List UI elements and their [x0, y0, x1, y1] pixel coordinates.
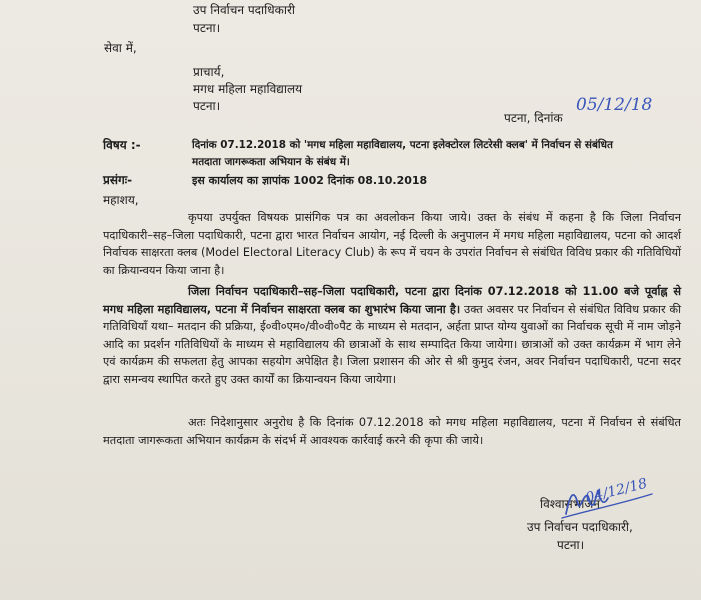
paragraph-2-bold: जिला निर्वाचन पदाधिकारी–सह–जिला पदाधिकारी, पटना द्वारा दिनांक 07.12.2018 को 11.00 बजे पूर्वाह्न से मगध महिला महाविद्यालय, पटना में निर्वाचन साक्षरता क्लब का शुभारंभ किया जाना है। — [103, 285, 681, 316]
recipient-place: पटना। — [193, 99, 221, 113]
subject-label: विषय :- — [103, 138, 141, 152]
subject-line-2: मतदाता जागरूकता अभियान के संबंध में। — [192, 156, 350, 168]
recipient-institution: मगध महिला महाविद्यालय — [193, 82, 303, 96]
paragraph-2-rest: उक्त अवसर पर निर्वाचन से संबंधित विविध प्रकार की गतिविधियाँ यथा– मतदान की प्रक्रिया, ई०वी०एम०/वी०वी०पैट के माध्यम से मतदान, अर्हता प्राप्त योग्य युवाओं का निर्वाचक सूची में नाम जोड़ने आदि का प्रदर्शन गतिविधियों के माध्यम से महाविद्यालय की छात्राओं के साथ सम्पादित किया जायेगा। छात्राओं को उक्त कार्यक्रम में भाग लेने एवं कार्यक्रम की सफलता हेतु आपका सहयोग अपेक्षित है। जिला प्रशासन की ओर से श्री कुमुद रंजन, अवर निर्वाचन पदाधिकारी, पटना सदर द्वारा समन्वय स्थापित करते हुए उक्त कार्यों का क्रियान्वयन किया जायेगा। — [103, 302, 681, 386]
paragraph-1: कृपया उपर्युक्त विषयक प्रासंगिक पत्र का अवलोकन किया जाये। उक्त के संबंध में कहना है कि जिला निर्वाचन पदाधिकारी–सह–जिला पदाधिकारी, पटना द्वारा भारत निर्वाचन आयोग, नई दिल्ली के अनुपालन में मगध महिला महाविद्यालय, पटना को आदर्श निर्वाचक साक्षरता क्लब (Model Electoral Literacy Club) के रूप में चयन के उपरांत निर्वाचन से संबंधित विविध प्रकार की गतिविधियों का क्रियान्वयन किया जाना है। — [103, 211, 681, 277]
reference-label: प्रसंगः- — [103, 173, 133, 187]
closing-place: पटना। — [557, 538, 585, 552]
from-designation: उप निर्वाचन पदाधिकारी — [193, 3, 295, 17]
closing-yours: विश्वासभाजन — [540, 497, 600, 511]
salutation: सेवा में, — [104, 41, 137, 55]
reference-text: इस कार्यालय का ज्ञापांक 1002 दिनांक 08.10.2018 — [192, 174, 428, 187]
signature-date: 04/12/18 — [583, 475, 649, 507]
subject-line-1: दिनांक 07.12.2018 को 'मगध महिला महाविद्यालय, पटना इलेक्टोरल लिटरेसी क्लब' में निर्वाचन से संबंधित — [192, 139, 613, 151]
paragraph-3: अतः निदेशानुसार अनुरोध है कि दिनांक 07.12.2018 को मगध महिला महाविद्यालय, पटना में निर्वाचन से संबंधित मतदाता जागरूकता अभियान कार्यक्रम के संदर्भ में आवश्यक कार्रवाई करने की कृपा की जाये। — [103, 416, 681, 447]
closing-designation: उप निर्वाचन पदाधिकारी, — [527, 520, 633, 534]
handwritten-date: 05/12/18 — [576, 95, 653, 115]
date-label: पटना, दिनांक — [504, 111, 563, 125]
paragraph-2 — [103, 283, 681, 388]
from-place: पटना। — [193, 21, 221, 35]
greeting: महाशय, — [103, 193, 139, 207]
recipient-designation: प्राचार्य, — [193, 65, 225, 79]
